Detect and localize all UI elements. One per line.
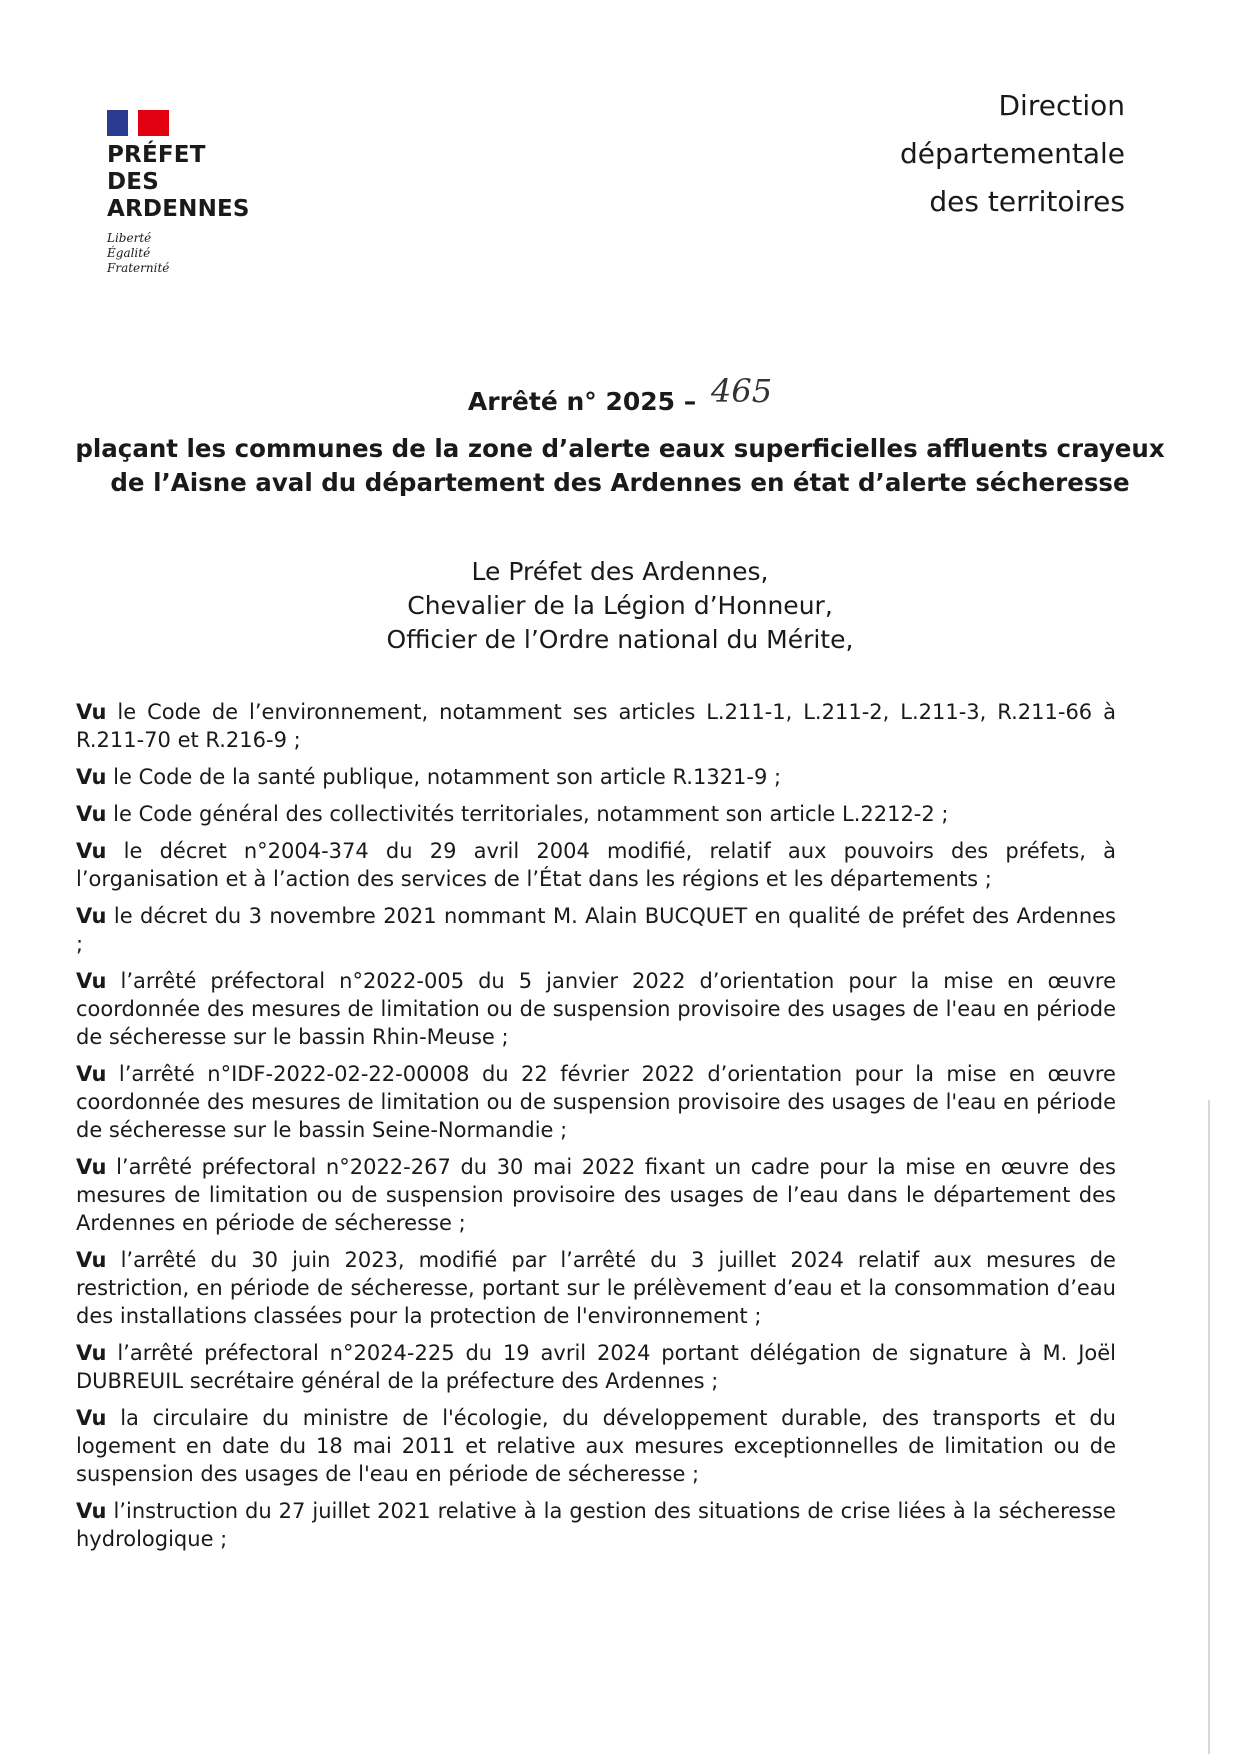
visa-text: le Code général des collectivités territoriales, notamment son article L.2212-2 ;	[113, 802, 949, 826]
subject-line: de l’Aisne aval du département des Ardennes en état d’alerte sécheresse	[110, 468, 1130, 497]
arrete-subject	[60, 432, 1180, 500]
visa-item	[76, 800, 1116, 828]
visa-item	[76, 1246, 1116, 1330]
motto-line: Liberté	[107, 231, 152, 245]
visa-item	[76, 1497, 1116, 1553]
prefecture-logo	[107, 110, 307, 276]
vu-label: Vu	[76, 969, 107, 993]
vu-label: Vu	[76, 1406, 107, 1430]
vu-label: Vu	[76, 1499, 107, 1523]
visa-item	[76, 967, 1116, 1051]
visa-item	[76, 1339, 1116, 1395]
logo-title	[107, 142, 307, 223]
direction-line: Direction	[998, 89, 1125, 122]
marianne-flag-icon	[107, 110, 169, 136]
motto-line: Fraternité	[107, 261, 170, 275]
visa-text: le Code de l’environnement, notamment ses articles L.211-1, L.211-2, L.211-3, R.211-66 à R.211-70 et R.216-9 ;	[76, 700, 1116, 752]
visa-item	[76, 1060, 1116, 1144]
visa-text: l’arrêté n°IDF-2022-02-22-00008 du 22 février 2022 d’orientation pour la mise en œuvre coordonnée des mesures de limitation ou de suspension provisoire des usages de l'eau en période de sécheresse sur le bassin Seine-Normandie ;	[76, 1062, 1116, 1142]
prefect-titles	[0, 555, 1240, 657]
direction-line: des territoires	[929, 185, 1125, 218]
motto-line: Égalité	[107, 246, 151, 260]
vu-label: Vu	[76, 1248, 107, 1272]
vu-label: Vu	[76, 1341, 107, 1365]
arrete-number	[0, 372, 1240, 418]
issuing-direction	[900, 82, 1125, 226]
visa-text: le Code de la santé publique, notamment son article R.1321-9 ;	[113, 765, 782, 789]
vu-label: Vu	[76, 839, 107, 863]
vu-label: Vu	[76, 765, 107, 789]
vu-label: Vu	[76, 700, 107, 724]
visa-text: l’instruction du 27 juillet 2021 relative à la gestion des situations de crise liées à la sécheresse hydrologique ;	[76, 1499, 1116, 1551]
visa-item	[76, 763, 1116, 791]
visa-item	[76, 837, 1116, 893]
arrete-number-prefix: Arrêté n° 2025 –	[467, 387, 697, 416]
logo-line: DES ARDENNES	[107, 169, 250, 222]
visa-item	[76, 1404, 1116, 1488]
vu-label: Vu	[76, 802, 107, 826]
visa-text: l’arrêté préfectoral n°2022-005 du 5 janvier 2022 d’orientation pour la mise en œuvre coordonnée des mesures de limitation ou de suspension provisoire des usages de l'eau en période de sécheresse sur le bassin Rhin-Meuse ;	[76, 969, 1116, 1049]
visa-text: la circulaire du ministre de l'écologie, du développement durable, des transports et du logement en date du 18 mai 2011 et relative aux mesures exceptionnelles de limitation ou de suspension des usages de l'eau en période de sécheresse ;	[76, 1406, 1116, 1486]
visa-item	[76, 902, 1116, 958]
visas-list	[76, 698, 1116, 1562]
visa-text: le décret n°2004-374 du 29 avril 2004 modifié, relatif aux pouvoirs des préfets, à l’organisation et à l’action des services de l’État dans les régions et les départements ;	[76, 839, 1116, 891]
visa-item	[76, 698, 1116, 754]
visa-item	[76, 1153, 1116, 1237]
visa-text: le décret du 3 novembre 2021 nommant M. Alain BUCQUET en qualité de préfet des Ardennes ;	[76, 904, 1116, 956]
vu-label: Vu	[76, 904, 107, 928]
vu-label: Vu	[76, 1062, 107, 1086]
subject-line: plaçant les communes de la zone d’alerte eaux superficielles affluents crayeux	[75, 434, 1165, 463]
visa-text: l’arrêté préfectoral n°2024-225 du 19 avril 2024 portant délégation de signature à M. Joël DUBREUIL secrétaire général de la préfecture des Ardennes ;	[76, 1341, 1116, 1393]
scan-edge-line	[1208, 1100, 1210, 1754]
direction-line: départementale	[899, 137, 1125, 170]
vu-label: Vu	[76, 1155, 107, 1179]
prefect-line: Le Préfet des Ardennes,	[471, 557, 769, 586]
prefect-line: Chevalier de la Légion d’Honneur,	[407, 591, 833, 620]
visa-text: l’arrêté du 30 juin 2023, modifié par l’arrêté du 3 juillet 2024 relatif aux mesures de restriction, en période de sécheresse, portant sur le prélèvement d’eau et la consommation d’eau des installations classées pour la protection de l'environnement ;	[76, 1248, 1116, 1328]
logo-line: PRÉFET	[107, 142, 206, 168]
republic-motto	[107, 231, 307, 276]
visa-text: l’arrêté préfectoral n°2022-267 du 30 mai 2022 fixant un cadre pour la mise en œuvre des mesures de limitation ou de suspension provisoire des usages de l’eau dans le département des Ardennes en période de sécheresse ;	[76, 1155, 1116, 1235]
handwritten-number: 465	[711, 372, 773, 410]
prefect-line: Officier de l’Ordre national du Mérite,	[386, 625, 854, 654]
